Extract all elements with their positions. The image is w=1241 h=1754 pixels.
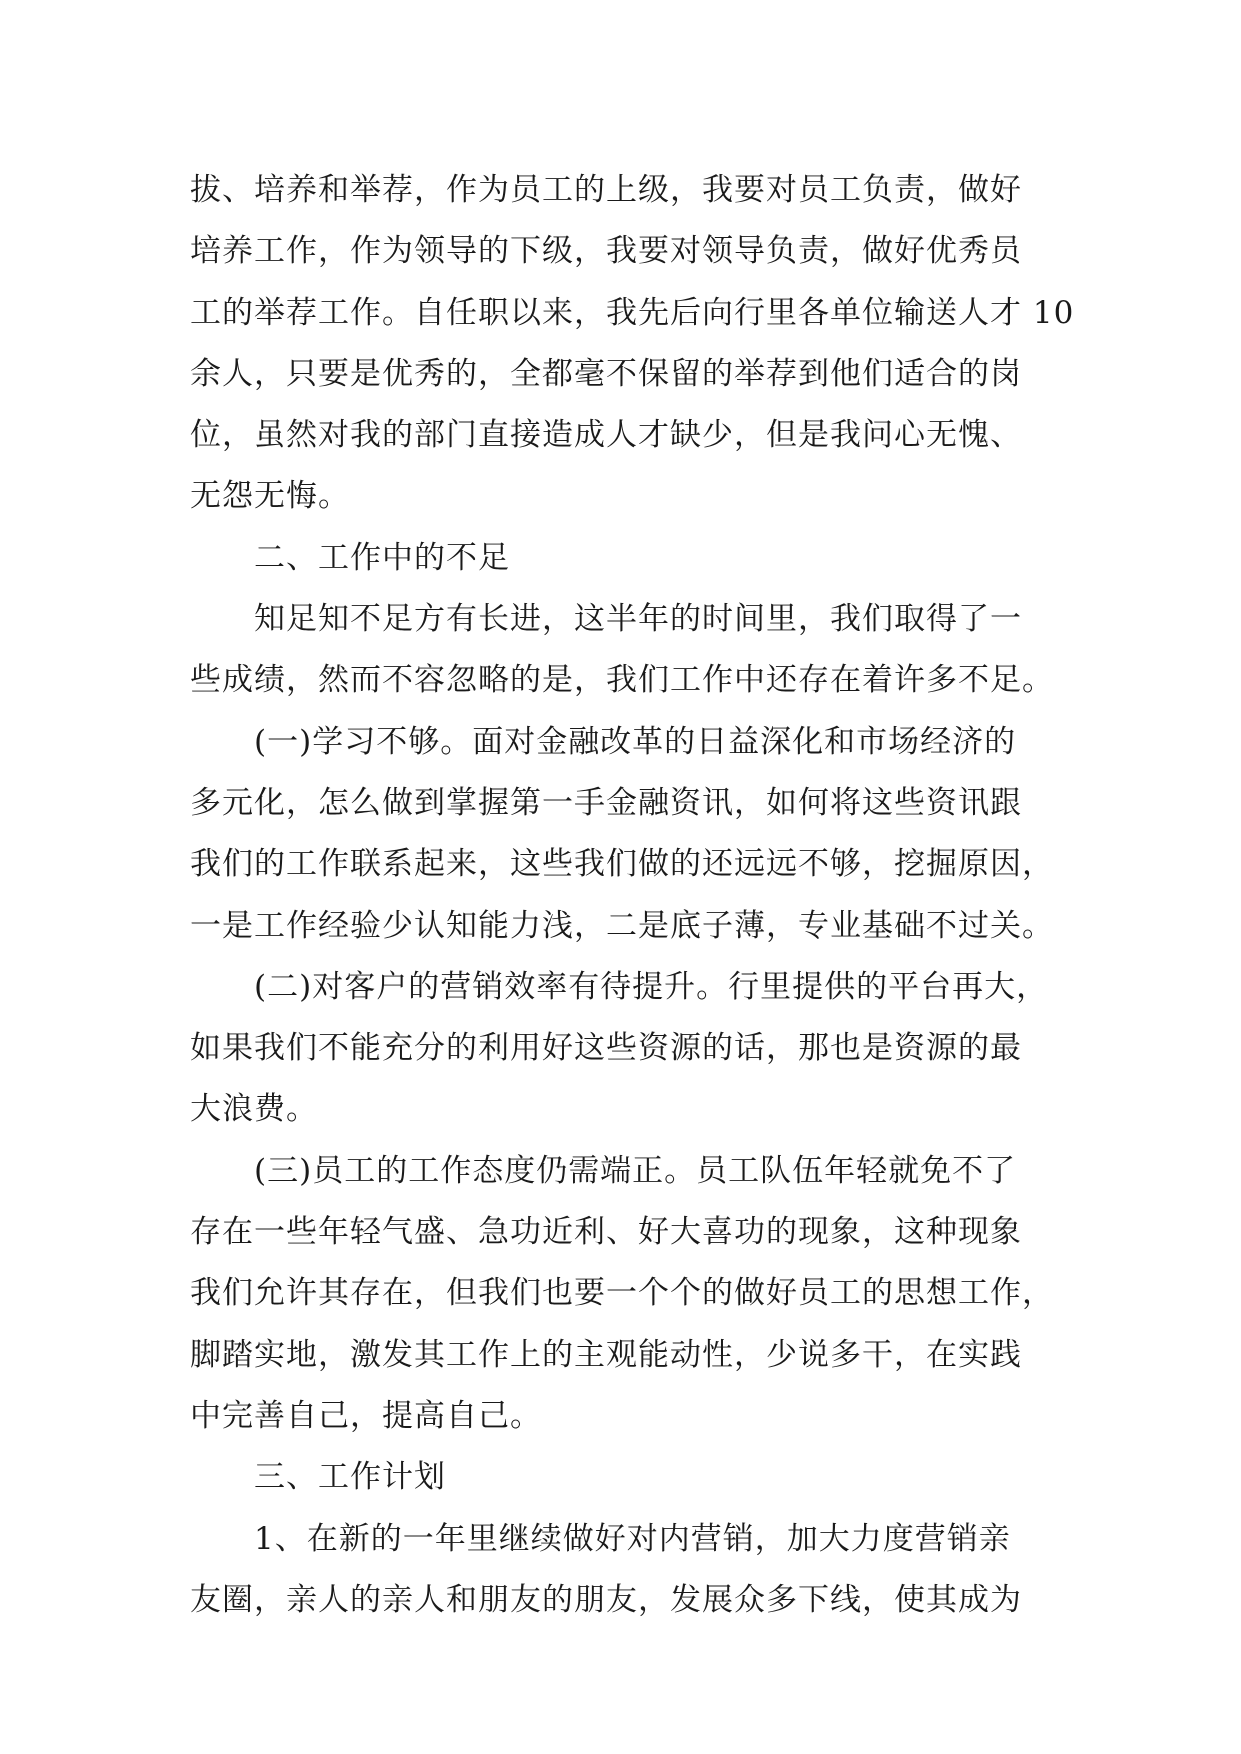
text-line: 无怨无悔。 (190, 478, 350, 515)
text-line: 如果我们不能充分的利用好这些资源的话，那也是资源的最 (190, 1030, 1022, 1067)
text-line: 余人，只要是优秀的，全都毫不保留的举荐到他们适合的岗 (190, 355, 1022, 392)
text-line: 我们的工作联系起来，这些我们做的还远远不够，挖掘原因， (190, 846, 1054, 883)
text-line: (二)对客户的营销效率有待提升。行里提供的平台再大， (254, 968, 1049, 1005)
section-heading: 三、工作计划 (254, 1459, 446, 1496)
text-line: 一是工作经验少认知能力浅，二是底子薄，专业基础不过关。 (190, 907, 1054, 944)
text-line: (一)学习不够。面对金融改革的日益深化和市场经济的 (254, 723, 1017, 760)
text-line: 知足知不足方有长进，这半年的时间里，我们取得了一 (254, 601, 1022, 638)
text-line: 中完善自己，提高自己。 (190, 1397, 542, 1434)
section-heading: 二、工作中的不足 (254, 539, 510, 576)
text-line: 拔、培养和举荐，作为员工的上级，我要对员工负责，做好 (190, 172, 1022, 208)
text-line: 培养工作，作为领导的下级，我要对领导负责，做好优秀员 (190, 233, 1022, 270)
document-body (190, 160, 1075, 1631)
text-line: 友圈，亲人的亲人和朋友的朋友，发展众多下线，使其成为 (190, 1581, 1022, 1618)
text-line: 大浪费。 (190, 1091, 318, 1128)
text-line: 多元化，怎么做到掌握第一手金融资讯，如何将这些资讯跟 (190, 784, 1022, 821)
text-line: 我们允许其存在，但我们也要一个个的做好员工的思想工作， (190, 1275, 1054, 1312)
text-line: 位，虽然对我的部门直接造成人才缺少，但是我问心无愧、 (190, 417, 1022, 454)
text-line: 工的举荐工作。自任职以来，我先后向行里各单位输送人才 10 (190, 294, 1075, 331)
text-line: 存在一些年轻气盛、急功近利、好大喜功的现象，这种现象 (190, 1214, 1022, 1251)
text-line: 些成绩，然而不容忽略的是，我们工作中还存在着许多不足。 (190, 662, 1054, 699)
text-line: 脚踏实地，激发其工作上的主观能动性，少说多干，在实践 (190, 1336, 1022, 1373)
text-line: (三)员工的工作态度仍需端正。员工队伍年轻就免不了 (254, 1152, 1017, 1189)
text-line: 1、在新的一年里继续做好对内营销，加大力度营销亲 (254, 1520, 1011, 1557)
